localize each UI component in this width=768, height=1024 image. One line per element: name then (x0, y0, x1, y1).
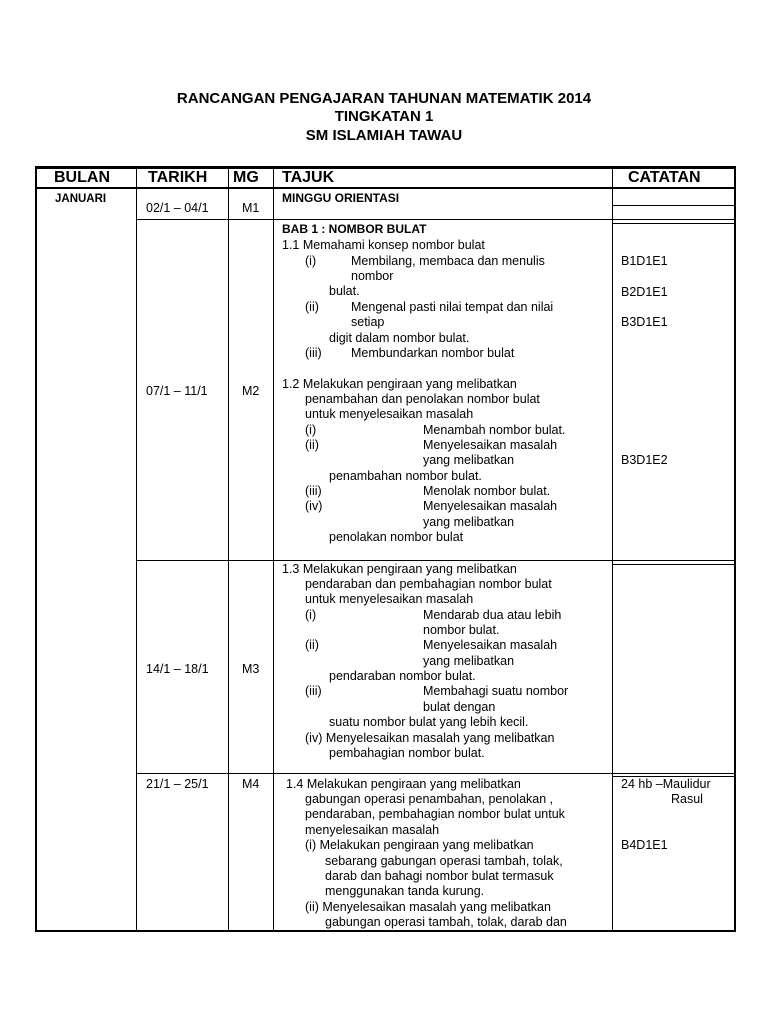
row-topic: MINGGU ORIENTASI (282, 191, 400, 205)
topic-line: yang melibatkan (423, 453, 515, 467)
topic-line: pendaraban, pembahagian nombor bulat untuk (305, 807, 565, 821)
topic-line: Menambah nombor bulat. (423, 423, 566, 437)
topic-line: Menolak nombor bulat. (423, 484, 551, 498)
topic-line: penambahan dan penolakan nombor bulat (305, 392, 540, 406)
row-week: M1 (242, 201, 260, 215)
column-header-bulan: BULAN (54, 169, 110, 186)
topic-item-number: (iii) (305, 484, 322, 498)
topic-line: bulat. (329, 284, 360, 298)
topic-line: 1.1 Memahami konsep nombor bulat (282, 238, 485, 252)
chapter-title: BAB 1 : NOMBOR BULAT (282, 222, 427, 236)
topic-item-number: (i) (305, 608, 317, 622)
topic-line: menyelesaikan masalah (305, 823, 440, 837)
topic-line: gabungan operasi tambah, tolak, darab dan (325, 915, 567, 929)
topic-item-number: (ii) (305, 438, 319, 452)
row-date: 21/1 – 25/1 (146, 777, 209, 791)
topic-line: suatu nombor bulat yang lebih kecil. (329, 715, 529, 729)
row-date: 02/1 – 04/1 (146, 201, 209, 215)
topic-line: Membundarkan nombor bulat (351, 346, 515, 360)
topic-line: pendaraban nombor bulat. (329, 669, 476, 683)
topic-line: setiap (351, 315, 385, 329)
topic-line: (ii) Menyelesaikan masalah yang melibatkan (305, 900, 551, 914)
topic-line: Membahagi suatu nombor (423, 684, 569, 698)
topic-line: Mengenal pasti nilai tempat dan nilai (351, 300, 554, 314)
topic-line: (iv) Menyelesaikan masalah yang melibatkan (305, 731, 555, 745)
row-note: 24 hb –Maulidur (621, 777, 711, 791)
topic-line: untuk menyelesaikan masalah (305, 407, 474, 421)
topic-line: menggunakan tanda kurung. (325, 884, 485, 898)
column-header-tarikh: TARIKH (148, 169, 208, 186)
topic-line: Menyelesaikan masalah (423, 438, 558, 452)
topic-line: 1.2 Melakukan pengiraan yang melibatkan (282, 377, 517, 391)
column-header-mg: MG (233, 169, 259, 186)
row-date: 14/1 – 18/1 (146, 662, 209, 676)
topic-line: Membilang, membaca dan menulis (351, 254, 545, 268)
topic-line: penolakan nombor bulat (329, 530, 464, 544)
row-note: B3D1E1 (621, 315, 668, 329)
document-subtitle-form: TINGKATAN 1 (334, 108, 434, 125)
row-note: B2D1E1 (621, 285, 668, 299)
topic-line: Menyelesaikan masalah (423, 499, 558, 513)
row-week: M2 (242, 384, 260, 398)
topic-line: sebarang gabungan operasi tambah, tolak, (325, 854, 563, 868)
row-note: Rasul (671, 792, 703, 806)
topic-line: bulat dengan (423, 700, 496, 714)
row-note: B1D1E1 (621, 254, 668, 268)
topic-item-number: (i) (305, 254, 317, 268)
column-header-catatan: CATATAN (628, 169, 701, 186)
document-title: RANCANGAN PENGAJARAN TAHUNAN MATEMATIK 2014 (176, 90, 592, 107)
topic-item-number: (i) (305, 423, 317, 437)
document-subtitle-school: SM ISLAMIAH TAWAU (305, 127, 463, 144)
month-label: JANUARI (55, 193, 107, 205)
topic-item-number: (iv) (305, 499, 323, 513)
topic-item-number: (iii) (305, 684, 322, 698)
topic-line: Mendarab dua atau lebih (423, 608, 562, 622)
row-date: 07/1 – 11/1 (146, 384, 208, 398)
topic-line: gabungan operasi penambahan, penolakan , (305, 792, 554, 806)
topic-line: Menyelesaikan masalah (423, 638, 558, 652)
row-week: M3 (242, 662, 260, 676)
topic-line: pendaraban dan pembahagian nombor bulat (305, 577, 552, 591)
row-note: B3D1E2 (621, 453, 668, 467)
topic-line: untuk menyelesaikan masalah (305, 592, 474, 606)
topic-line: nombor (351, 269, 394, 283)
topic-item-number: (ii) (305, 638, 319, 652)
topic-line: 1.3 Melakukan pengiraan yang melibatkan (282, 562, 517, 576)
topic-line: (i) Melakukan pengiraan yang melibatkan (305, 838, 534, 852)
topic-item-number: (iii) (305, 346, 322, 360)
topic-line: penambahan nombor bulat. (329, 469, 482, 483)
topic-line: yang melibatkan (423, 654, 515, 668)
column-header-tajuk: TAJUK (282, 169, 335, 186)
row-week: M4 (242, 777, 260, 791)
topic-line: digit dalam nombor bulat. (329, 331, 470, 345)
topic-line: nombor bulat. (423, 623, 500, 637)
topic-line: pembahagian nombor bulat. (329, 746, 485, 760)
topic-line: 1.4 Melakukan pengiraan yang melibatkan (286, 777, 521, 791)
topic-line: darab dan bahagi nombor bulat termasuk (325, 869, 554, 883)
row-note: B4D1E1 (621, 838, 668, 852)
topic-item-number: (ii) (305, 300, 319, 314)
topic-line: yang melibatkan (423, 515, 515, 529)
